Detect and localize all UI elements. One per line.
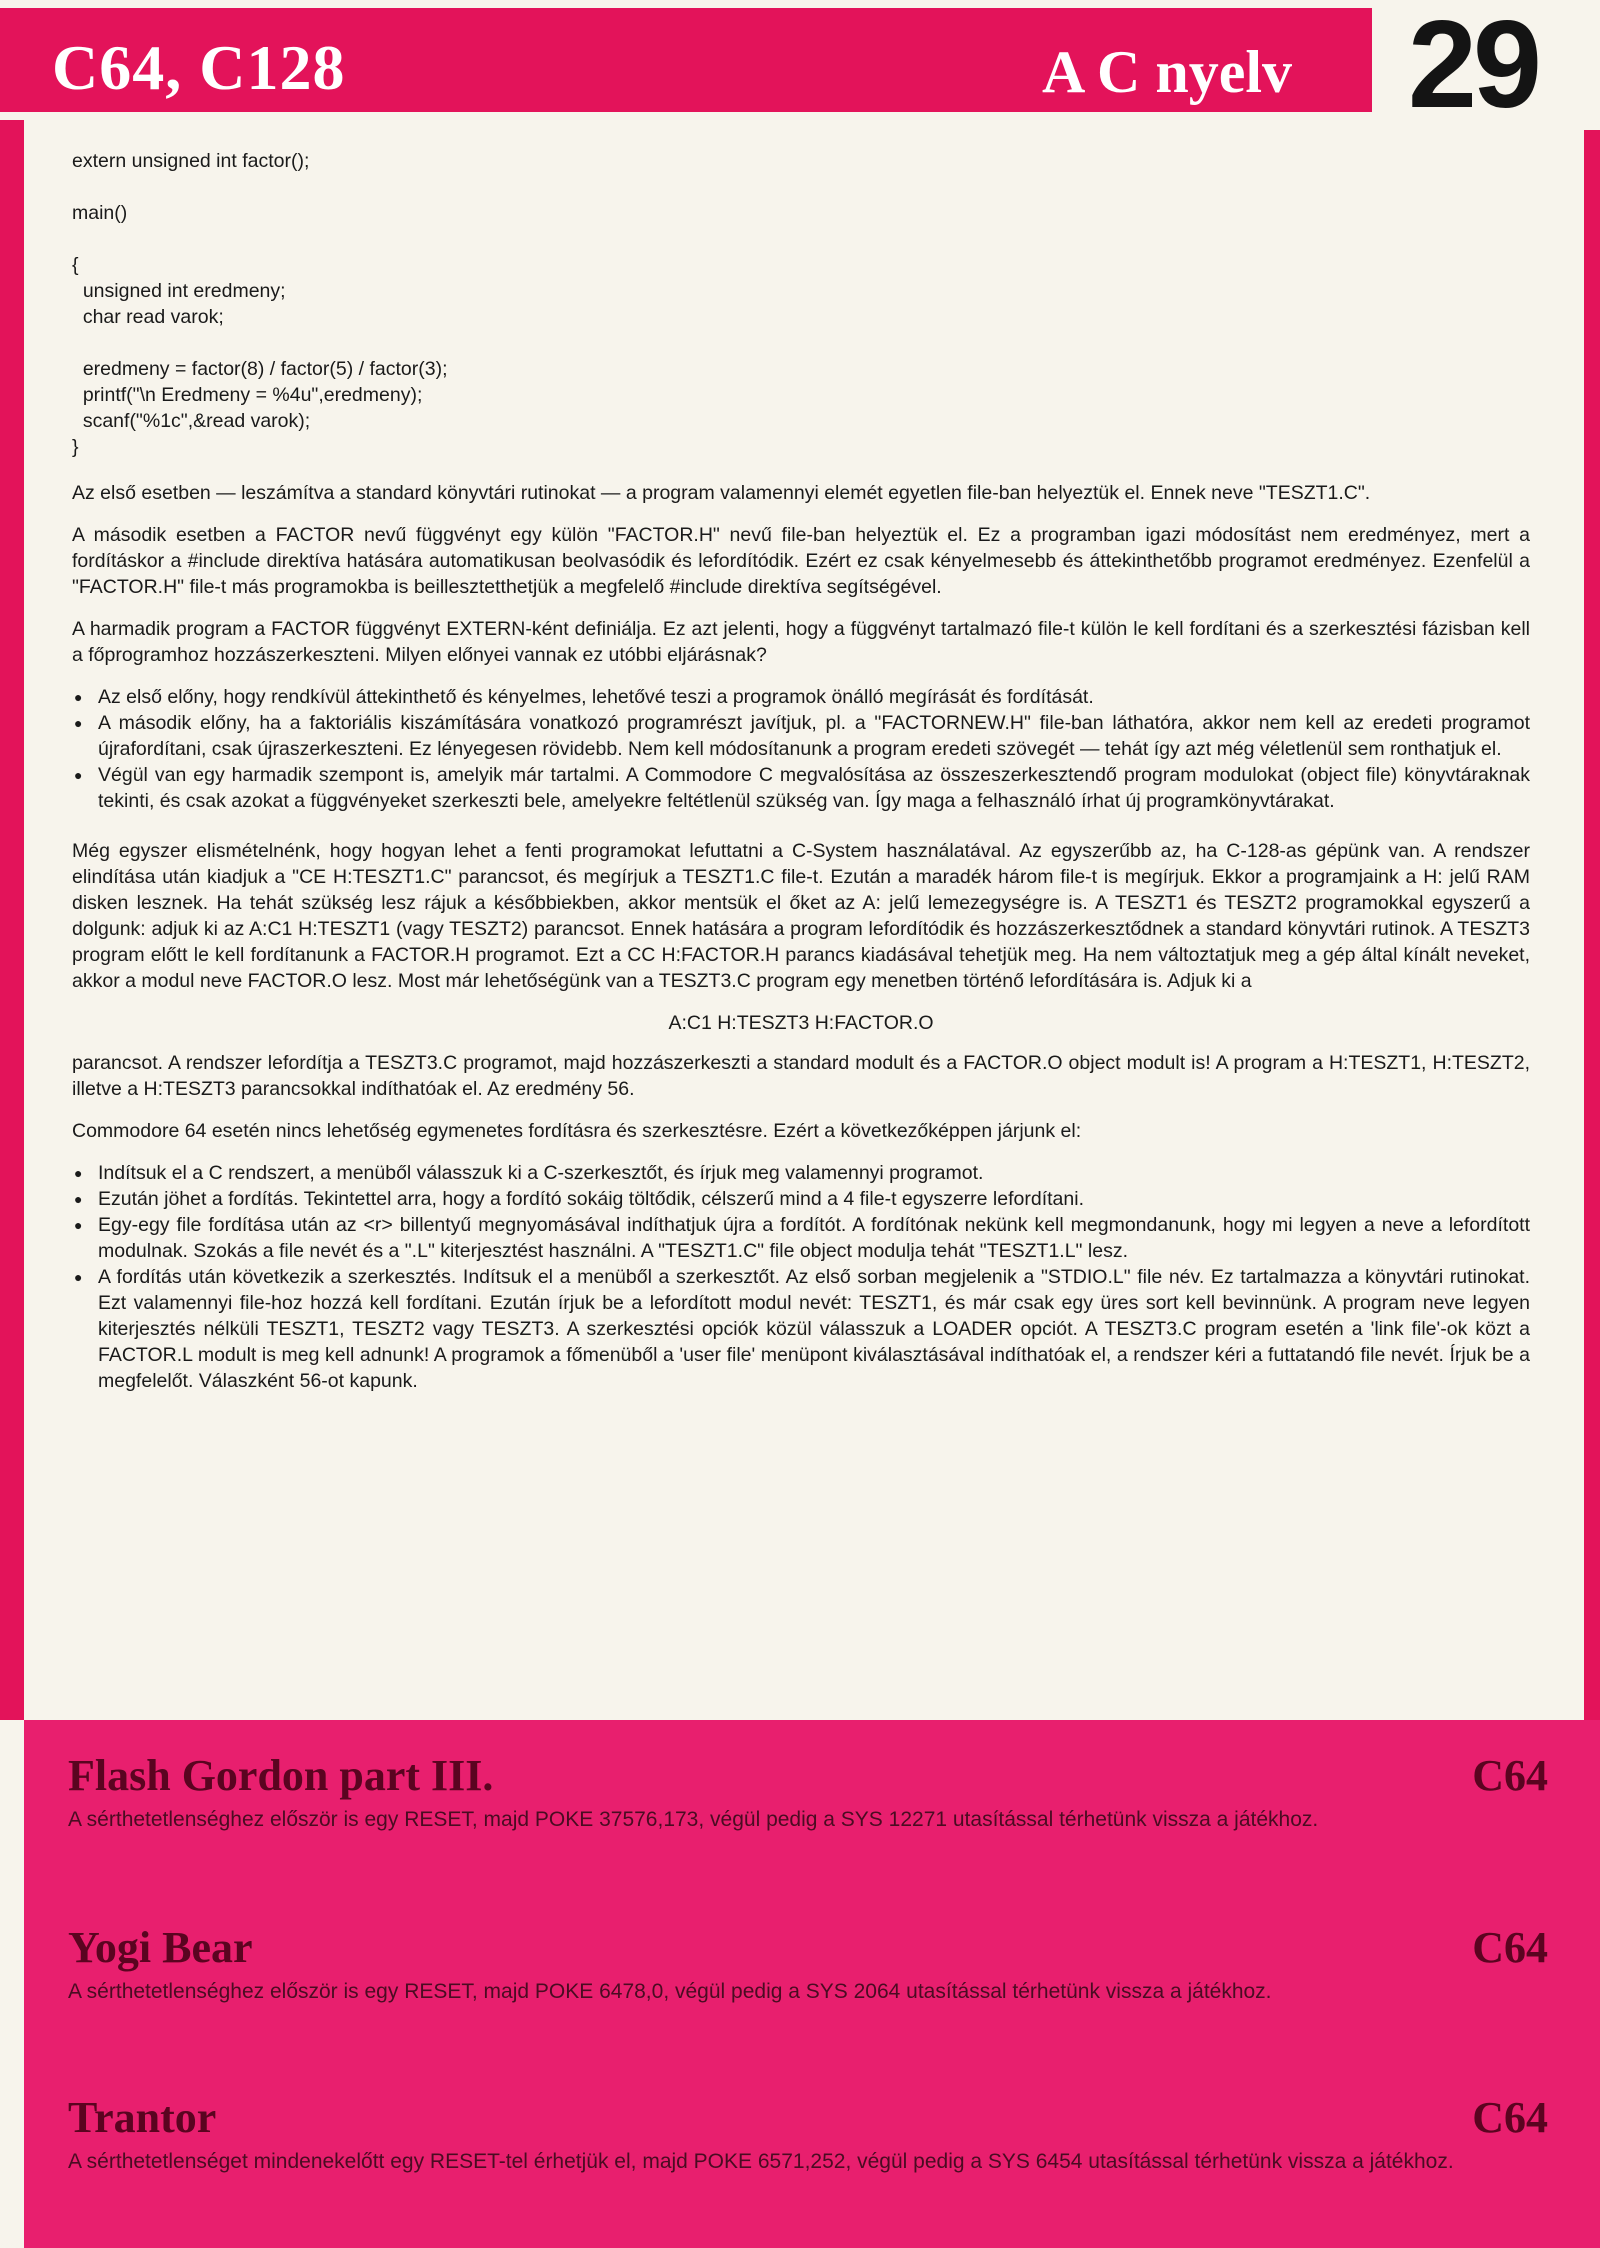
code-listing: [72, 148, 1530, 460]
paragraph-third-case: A harmadik program a FACTOR függvényt EXTERN-ként definiálja. Ez azt jelenti, hogy a függvényt tartalmazó file-t külön le kell fordítani és a szerkesztési fázisban kell a főprogramhoz hozzászerkeszteni. Milyen előnyei vannak ez utóbbi eljárásnak?: [72, 618, 1530, 666]
code-line: extern unsigned int factor();: [72, 150, 310, 172]
c64-steps-list: [72, 1160, 1530, 1394]
page-number: 29: [1408, 0, 1538, 134]
paragraph-after-command: parancsot. A rendszer lefordítja a TESZT3.C programot, majd hozzászerkeszti a standard modult és a FACTOR.O object modult is! A program a H:TESZT1, H:TESZT2, illetve a H:TESZT3 parancsokkal indíthatóak el. Az eredmény 56.: [72, 1052, 1530, 1100]
paragraph-c64: Commodore 64 esetén nincs lehetőség egymenetes fordításra és szerkesztésre. Ezért a következőképpen járjunk el:: [72, 1120, 1082, 1142]
list-item: ● Egy-egy file fordítása után az <r> billentyű megnyomásával indíthatjuk újra a fordítót. A fordítónak nekünk kell megmondanunk, hogy mi legyen a neve a lefordított modulnak. Szokás a file nevét és a ".L" kiterjesztést használni. A "TESZT1.C" file object modulja tehát "TESZT1.L" lesz.: [72, 1212, 1530, 1264]
tip-text: A sérthetetlenséget mindenekelőtt egy RESET-tel érhetjük el, majd POKE 6571,252, végül pedig a SYS 6454 utasítással térhetünk vissza a játékhoz.: [68, 2150, 1454, 2173]
tip-flash-gordon: [68, 1750, 1548, 1834]
left-border-stripe: [0, 120, 24, 1720]
code-line: char read varok;: [72, 306, 224, 328]
tip-yogi-bear: [68, 1922, 1548, 2006]
list-item: ● A második előny, ha a faktoriális kiszámítására vonatkozó programrészt javítjuk, pl. a "FACTORNEW.H" file-ban láthatóra, akkor nem kell az eredeti programot újrafordítani, csak újraszerkeszteni. Ez lényegesen rövidebb. Nem kell módosítanunk a program eredeti szövegét — tehát így azt még véletlenül sem ronthatjuk el.: [72, 710, 1530, 762]
magazine-section-title: C64, C128: [52, 32, 346, 103]
list-item: ● A fordítás után következik a szerkesztés. Indítsuk el a menüből a szerkesztőt. Az első sorban megjelenik a "STDIO.L" file név. Ez tartalmazza a könyvtári rutinokat. Ezt valamennyi file-hoz hozzá kell fordítani. Ezután írjuk be a lefordított modul nevét: TESZT1, és már csak egy üres sort kell bevinnünk. A program neve legyen kiterjesztés nélküli TESZT1, TESZT2 vagy TESZT3. A szerkesztési opciók közül válasszuk a LOADER opciót. A TESZT3.C program esetén a 'link file'-ok közt a FACTOR.L modult is meg kell adnunk! A programok a főmenüből a 'user file' menüpont kiválasztásával indíthatóak el, a rendszer kéri a futtatandó file nevét. Írjuk be a megfelelőt. Válaszként 56-ot kapunk.: [72, 1264, 1530, 1394]
tip-title: Flash Gordon part III.: [68, 1751, 494, 1800]
code-line: unsigned int eredmeny;: [72, 280, 286, 302]
list-item: ● Ezután jöhet a fordítás. Tekintettel arra, hogy a fordító sokáig töltődik, célszerű mind a 4 file-t egyszerre lefordítani.: [72, 1186, 1530, 1212]
code-line: printf("\n Eredmeny = %4u",eredmeny);: [72, 384, 423, 406]
tip-text: A sérthetetlenséghez először is egy RESET, majd POKE 6478,0, végül pedig a SYS 2064 utasítással térhetünk vissza a játékhoz.: [68, 1980, 1272, 2003]
paragraph-second-case: A második esetben a FACTOR nevű függvényt egy külön "FACTOR.H" nevű file-ban helyeztük el. Ez a programban igazi módosítást nem eredményez, mert a fordításkor a #include direktíva hatására automatikusan beolvasódik és lefordítódik. Ezért ez csak kényelmesebb és áttekinthetőbb programot eredményez. Ezenfelül a "FACTOR.H" file-t más programokba is beillesztetthetjük a megfelelő #include direktíva segítségével.: [72, 524, 1530, 598]
tip-platform: C64: [1472, 2093, 1548, 2142]
code-line: [72, 174, 1530, 200]
code-line: }: [72, 436, 79, 458]
tip-platform: C64: [1472, 1923, 1548, 1972]
tip-text: A sérthetetlenséghez először is egy RESET, majd POKE 37576,173, végül pedig a SYS 12271 utasítással térhetünk vissza a játékhoz.: [68, 1808, 1319, 1831]
command-line: A:C1 H:TESZT3 H:FACTOR.O: [668, 1012, 934, 1034]
code-line: main(): [72, 202, 128, 224]
paragraph-c-system: Még egyszer elismételnénk, hogy hogyan lehet a fenti programokat lefuttatni a C-System használatával. Az egyszerűbb az, ha C-128-as gépünk van. A rendszer elindítása után kiadjuk a "CE H:TESZT1.C" parancsot, és megírjuk a TESZT1.C file-t. Ezután a maradék három file-t is megírjuk. Ekkor a programjaink a H: jelű RAM disken lesznek. Ha tehát szükség lesz rájuk a későbbiekben, akkor mentsük el őket az A: jelű lemezegységre is. A TESZT1 és TESZT2 programokkal egyszerű a dolgunk: adjuk ki az A:C1 H:TESZT1 (vagy TESZT2) parancsot. Ennek hatására a program lefordítódik és hozzászerkesztődnek a standard könyvtári rutinok. A TESZT3 program előtt le kell fordítanunk a FACTOR.H programot. Ezt a CC H:FACTOR.H parancs kiadásával tehetjük meg. Ha nem változtatjuk meg a gép által kínált neveket, akkor a modul neve FACTOR.O lesz. Most már lehetőségünk van a TESZT3.C program egy menetben történő lefordítására is. Adjuk ki a: [72, 840, 1530, 992]
list-item: ● Indítsuk el a C rendszert, a menüből válasszuk ki a C-szerkesztőt, és írjuk meg valamennyi programot.: [72, 1160, 1530, 1186]
list-item: ● Végül van egy harmadik szempont is, amelyik már tartalmi. A Commodore C megvalósítása az összeszerkesztendő program modulokat (object file) könyvtáraknak tekinti, és csak azokat a függvényeket szerkeszti bele, amelyekre feltétlenül szükség van. Így maga a felhasználó írhat új programkönyvtárakat.: [72, 762, 1530, 814]
tip-title: Yogi Bear: [68, 1923, 253, 1972]
paragraph-first-case: Az első esetben — leszámítva a standard könyvtári rutinokat — a program valamennyi elemét egyetlen file-ban helyeztük el. Ennek neve "TESZT1.C".: [72, 482, 1371, 504]
tip-platform: C64: [1472, 1751, 1548, 1800]
right-border-stripe: [1584, 130, 1600, 1730]
tip-trantor: [68, 2092, 1548, 2176]
code-line: {: [72, 254, 79, 276]
article-title: A C nyelv: [1041, 39, 1292, 105]
code-line: scanf("%1c",&read varok);: [72, 410, 311, 432]
article-body: [72, 148, 1530, 1418]
header-bar: [0, 8, 1372, 112]
code-line: eredmeny = factor(8) / factor(5) / factor(3);: [72, 358, 448, 380]
advantages-list: [72, 684, 1530, 814]
game-tips-box: [24, 1720, 1600, 2248]
code-line: [72, 226, 1530, 252]
list-item: ● Az első előny, hogy rendkívül áttekinthető és kényelmes, lehetővé teszi a programok önálló megírását és fordítását.: [72, 684, 1530, 710]
tip-title: Trantor: [68, 2093, 217, 2142]
code-line: [72, 330, 1530, 356]
